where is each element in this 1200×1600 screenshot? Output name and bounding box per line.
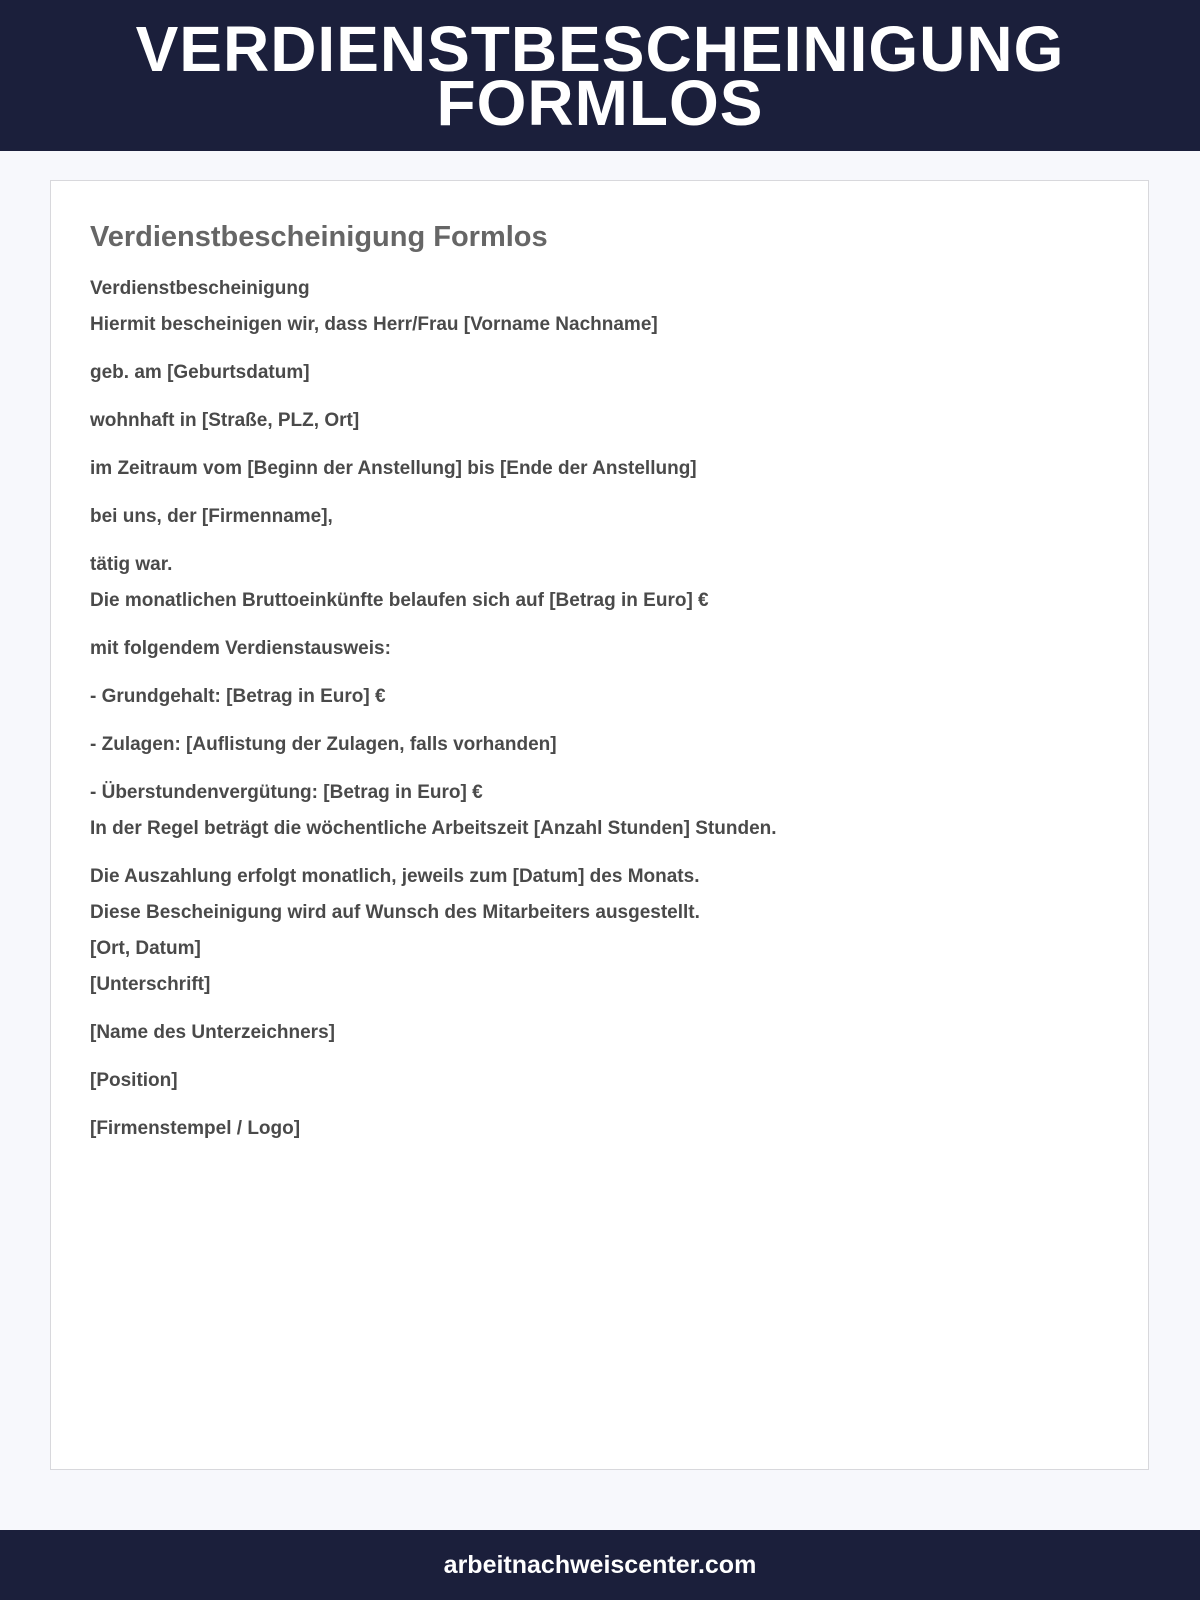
document-line: - Zulagen: [Auflistung der Zulagen, falls vorhanden]: [90, 734, 557, 755]
document-line: tätig war.: [90, 554, 173, 575]
document-line: Diese Bescheinigung wird auf Wunsch des Mitarbeiters ausgestellt.: [90, 902, 700, 923]
document-title: Verdienstbescheinigung Formlos: [90, 221, 548, 253]
document-line: [Name des Unterzeichners]: [90, 1022, 335, 1043]
document-line: bei uns, der [Firmenname],: [90, 506, 333, 527]
document-line: wohnhaft in [Straße, PLZ, Ort]: [90, 410, 360, 431]
document-line: - Grundgehalt: [Betrag in Euro] €: [90, 686, 386, 707]
page-footer: [0, 1530, 1200, 1600]
page-title: VERDIENSTBESCHEINIGUNG FORMLOS: [135, 12, 1065, 139]
document-line: - Überstundenvergütung: [Betrag in Euro] €: [90, 782, 483, 803]
document-line: In der Regel beträgt die wöchentliche Arbeitszeit [Anzahl Stunden] Stunden.: [90, 818, 777, 839]
document-line: Die monatlichen Bruttoeinkünfte belaufen sich auf [Betrag in Euro] €: [90, 590, 709, 611]
document-line: [Position]: [90, 1070, 178, 1091]
document-line: [Ort, Datum]: [90, 938, 201, 959]
document-heading: Verdienstbescheinigung: [90, 278, 310, 299]
document-card: [50, 180, 1149, 1470]
document-line: [Firmenstempel / Logo]: [90, 1118, 301, 1139]
document-line: [Unterschrift]: [90, 974, 211, 995]
document-line: Hiermit bescheinigen wir, dass Herr/Frau [Vorname Nachname]: [90, 314, 658, 335]
footer-site-name: arbeitnachweiscenter.com: [443, 1550, 757, 1579]
document-line: Die Auszahlung erfolgt monatlich, jeweils zum [Datum] des Monats.: [90, 866, 700, 887]
document-line: im Zeitraum vom [Beginn der Anstellung] bis [Ende der Anstellung]: [90, 458, 697, 479]
document-line: mit folgendem Verdienstausweis:: [90, 638, 391, 659]
document-line: geb. am [Geburtsdatum]: [90, 362, 310, 383]
page-header: [0, 0, 1200, 151]
